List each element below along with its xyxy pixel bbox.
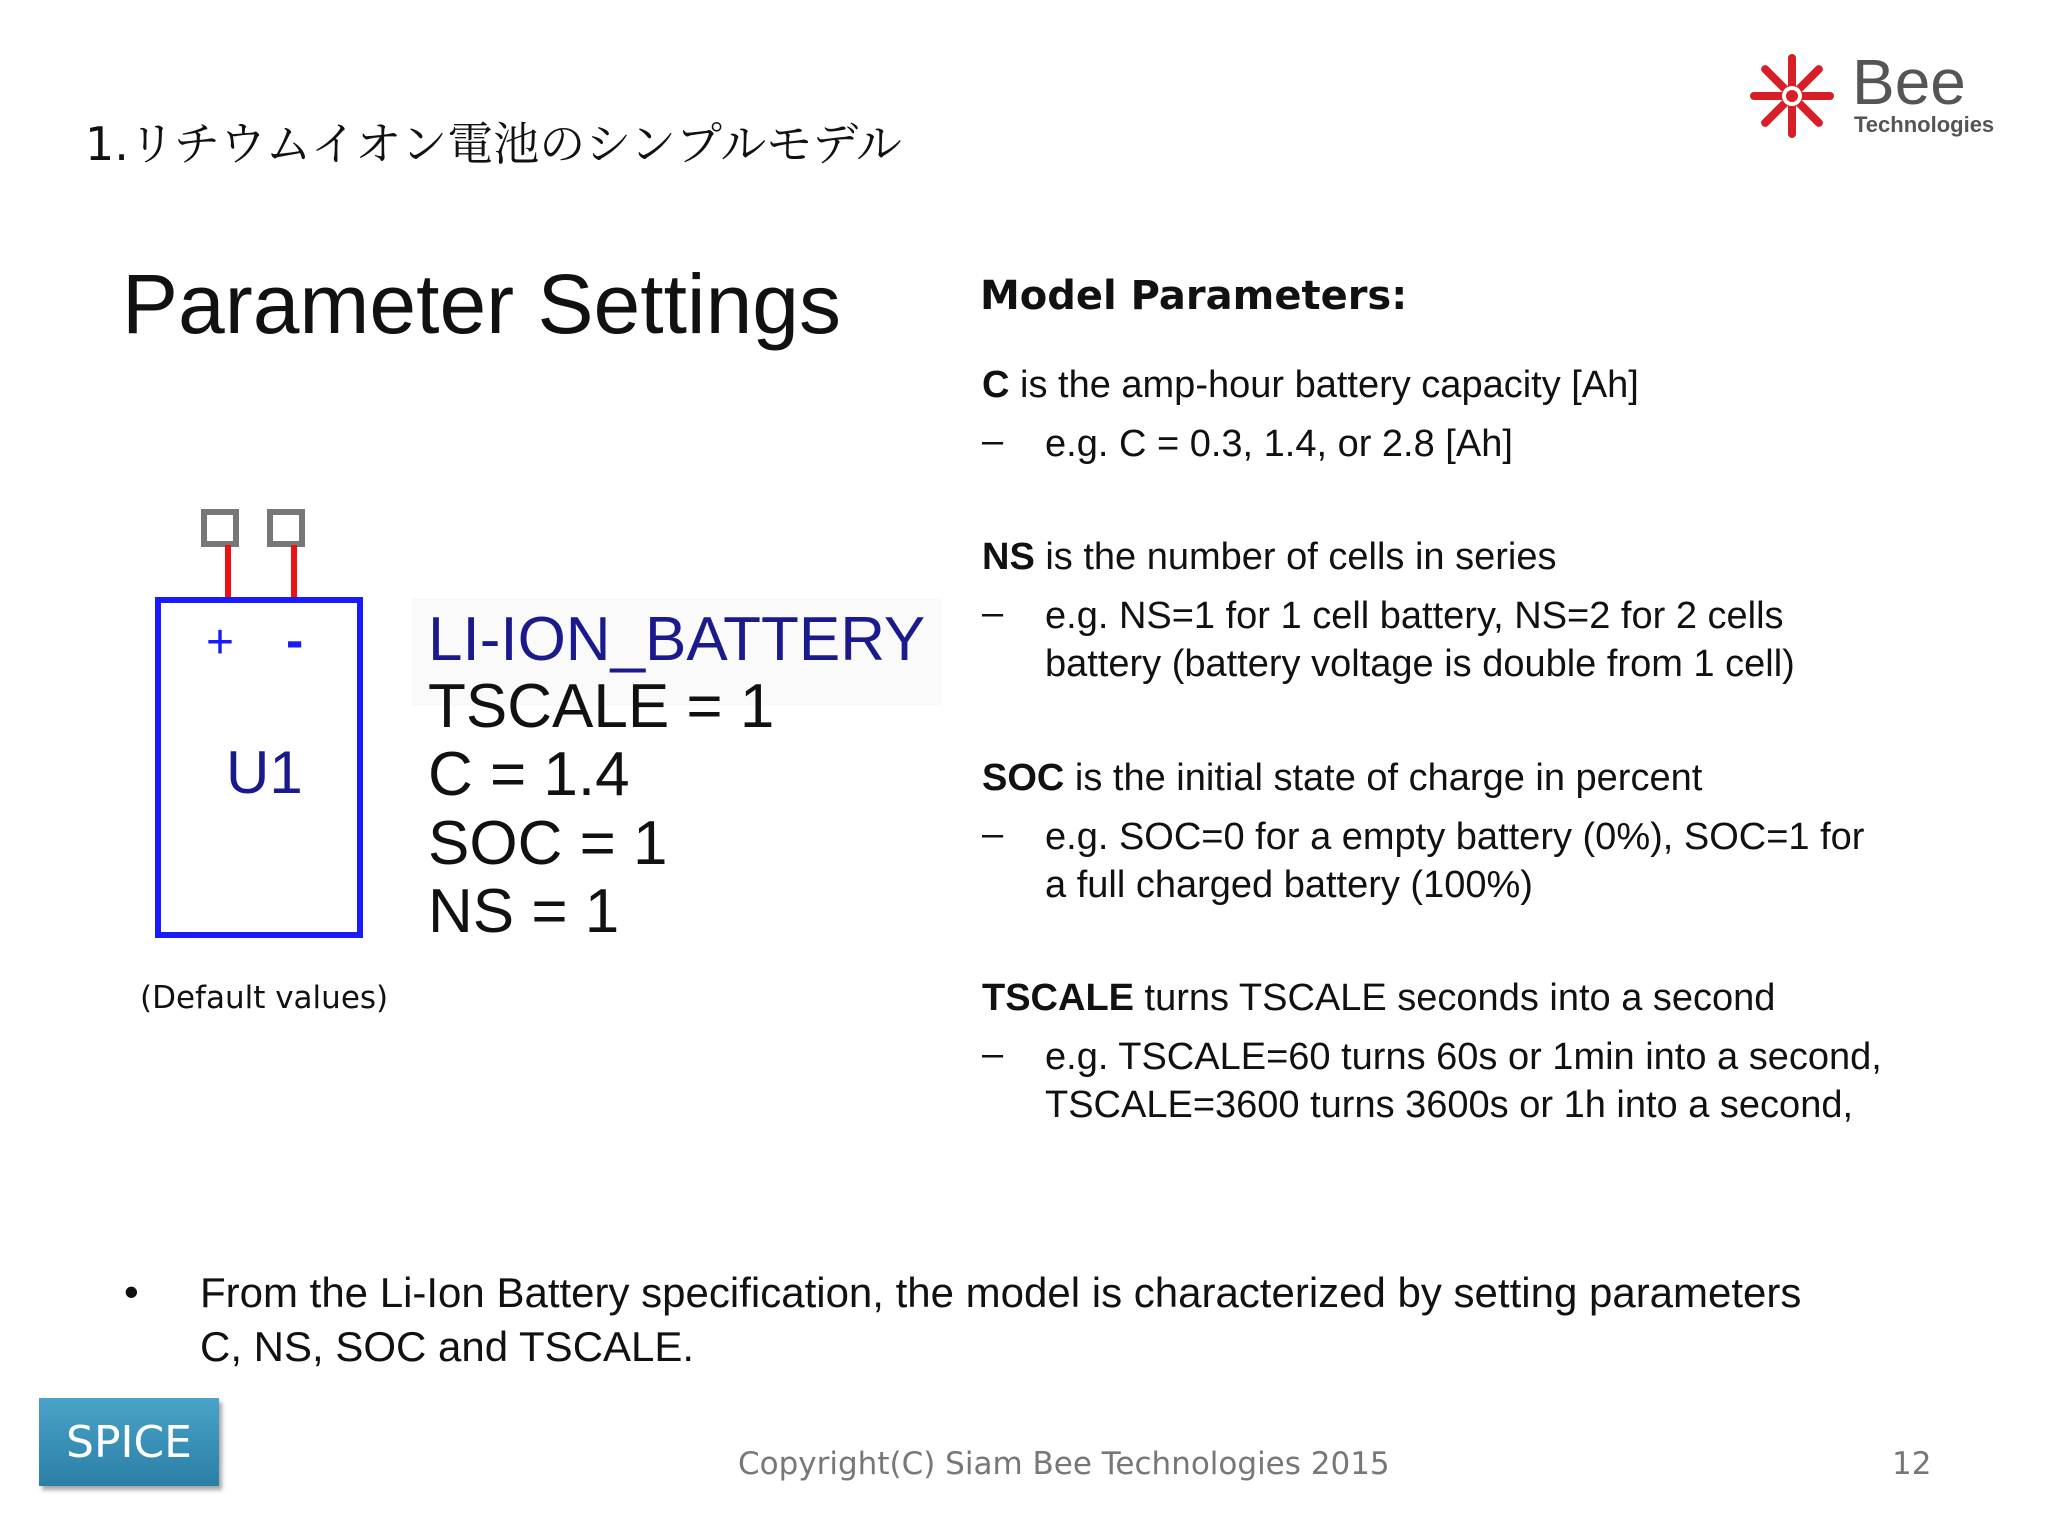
bullet-text-line2: C, NS, SOC and TSCALE. — [200, 1323, 695, 1370]
minus-label: - — [286, 612, 304, 670]
pin-plus-terminal[interactable] — [204, 512, 236, 544]
param-c-name: C — [982, 364, 1010, 406]
param-ns-name: NS — [982, 536, 1035, 578]
param-tscale-example-line2: TSCALE=3600 turns 3600s or 1h into a second, — [1045, 1084, 1854, 1126]
param-tscale-name: TSCALE — [982, 977, 1134, 1019]
param-soc — [982, 757, 1702, 800]
dash-marker: – — [982, 592, 1004, 634]
attr-ns: NS = 1 — [428, 877, 620, 946]
attr-c: C = 1.4 — [428, 740, 630, 809]
pin-minus-terminal[interactable] — [270, 512, 302, 544]
slide-title: 1.リチウムイオン電池のシンプルモデル — [85, 117, 902, 171]
param-ns-example-line2: battery (battery voltage is double from 1 cell) — [1045, 643, 1795, 685]
logo-subtext: Technologies — [1854, 112, 1995, 137]
ref-designator: U1 — [226, 739, 303, 806]
bullet-text-line1: From the Li-Ion Battery specification, the model is characterized by setting parameters — [200, 1269, 1802, 1316]
param-tscale — [982, 977, 1775, 1020]
parameter-settings-heading: Parameter Settings — [122, 257, 842, 351]
bullet-text — [200, 1266, 1980, 1374]
param-soc-desc: is the initial state of charge in percent — [1064, 757, 1703, 799]
attr-soc: SOC = 1 — [428, 809, 668, 878]
default-values-note: (Default values) — [140, 980, 389, 1016]
param-c — [982, 364, 1639, 407]
param-tscale-desc: turns TSCALE seconds into a second — [1134, 977, 1776, 1019]
param-ns-example-line1: e.g. NS=1 for 1 cell battery, NS=2 for 2 cells — [1045, 595, 1784, 637]
param-ns-desc: is the number of cells in series — [1034, 536, 1557, 578]
param-soc-name: SOC — [982, 757, 1065, 799]
attr-tscale: TSCALE = 1 — [428, 672, 775, 741]
logo-star-icon — [1750, 54, 1834, 138]
bullet-marker: • — [124, 1268, 139, 1315]
dash-marker: – — [982, 813, 1004, 855]
dash-marker: – — [982, 420, 1004, 462]
battery-symbol — [140, 500, 380, 950]
model-parameters-heading: Model Parameters: — [980, 273, 1408, 319]
logo-text: Bee — [1852, 48, 1966, 118]
dash-marker: – — [982, 1033, 1004, 1075]
param-soc-example-line2: a full charged battery (100%) — [1045, 864, 1533, 906]
param-c-example-line1: e.g. C = 0.3, 1.4, or 2.8 [Ah] — [1045, 423, 1513, 465]
param-c-desc: is the amp-hour battery capacity [Ah] — [1009, 364, 1639, 406]
page-number: 12 — [1892, 1446, 1932, 1482]
plus-label: + — [206, 616, 235, 669]
copyright-text: Copyright(C) Siam Bee Technologies 2015 — [738, 1446, 1390, 1482]
attr-model-name: LI-ION_BATTERY — [428, 605, 926, 674]
param-ns — [982, 536, 1556, 579]
bee-technologies-logo — [1740, 48, 2015, 148]
spice-button[interactable]: SPICE — [39, 1398, 219, 1486]
param-soc-example-line1: e.g. SOC=0 for a empty battery (0%), SOC=1 for — [1045, 816, 1865, 858]
param-tscale-example-line1: e.g. TSCALE=60 turns 60s or 1min into a second, — [1045, 1036, 1882, 1078]
